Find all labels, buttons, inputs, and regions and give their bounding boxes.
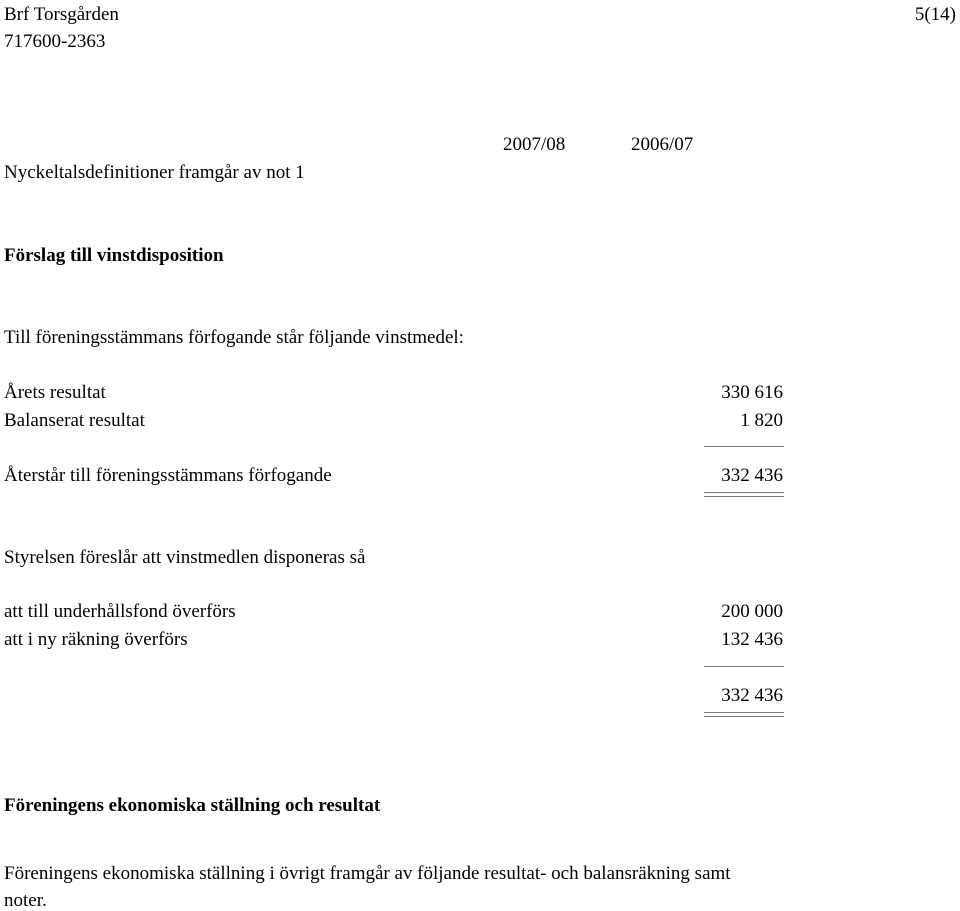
row-label-arets-resultat: Årets resultat [4, 382, 106, 403]
allocation-subtotal-rule [704, 666, 784, 667]
allocation-value-maintenance-fund: 200 000 [721, 601, 783, 622]
financial-position-heading: Föreningens ekonomiska ställning och resultat [4, 795, 381, 816]
key-ratios-note: Nyckeltalsdefinitioner framgår av not 1 [4, 162, 305, 183]
row-label-balanserat-resultat: Balanserat resultat [4, 410, 145, 431]
profit-proposal-intro: Till föreningsstämmans förfogande står följande vinstmedel: [4, 327, 464, 348]
row-value-arets-resultat: 330 616 [721, 382, 783, 403]
profit-proposal-heading: Förslag till vinstdisposition [4, 245, 224, 266]
total-double-rule [704, 492, 784, 497]
allocation-value-carried-forward: 132 436 [721, 629, 783, 650]
allocation-label-maintenance-fund: att till underhållsfond överförs [4, 601, 236, 622]
org-number: 717600-2363 [4, 31, 106, 52]
total-label: Återstår till föreningsstämmans förfogande [4, 465, 332, 486]
subtotal-rule [704, 446, 784, 447]
row-value-balanserat-resultat: 1 820 [740, 410, 783, 431]
board-proposal-text: Styrelsen föreslår att vinstmedlen disponeras så [4, 547, 366, 568]
allocation-label-carried-forward: att i ny räkning överförs [4, 629, 188, 650]
column-header-previous-year: 2006/07 [631, 134, 694, 155]
allocation-total-value: 332 436 [721, 685, 783, 706]
total-value: 332 436 [721, 465, 783, 486]
financial-position-text-line2: noter. [4, 890, 47, 911]
allocation-total-double-rule [704, 712, 784, 717]
org-name: Brf Torsgården [4, 4, 119, 25]
column-header-current-year: 2007/08 [503, 134, 566, 155]
financial-position-text-line1: Föreningens ekonomiska ställning i övrigt framgår av följande resultat- och balansräkning samt [4, 863, 731, 884]
page-number: 5(14) [914, 4, 956, 25]
